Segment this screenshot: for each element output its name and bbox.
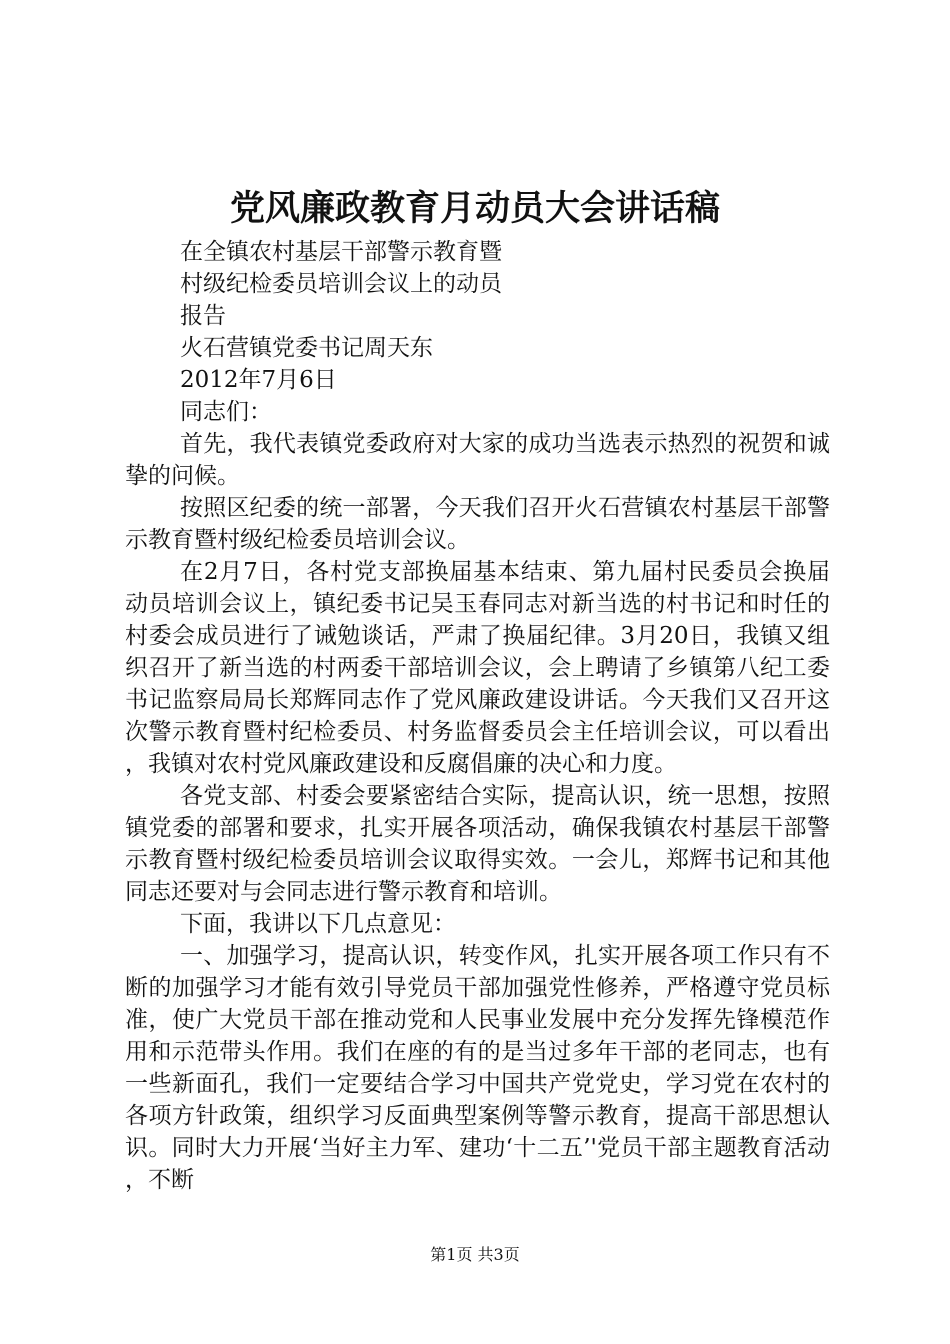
heading-line-3: 报告 xyxy=(180,303,226,329)
paragraph-1: 首先，我代表镇党委政府对大家的成功当选表示热烈的祝贺和诚挚的问候。 xyxy=(125,431,830,489)
heading-line-2: 村级纪检委员培训会议上的动员 xyxy=(180,271,502,297)
paragraph-4: 各党支部、村委会要紧密结合实际，提高认识，统一思想，按照镇党委的部署和要求，扎实开展各项活动，确保我镇农村基层干部警示教育暨村级纪检委员培训会议取得实效。一会儿，郑辉书记和其他同志还要对与会同志进行警示教育和培训。 xyxy=(125,783,830,905)
page-footer: 第1页 共3页 xyxy=(430,1245,520,1264)
date-line: 2012年7月6日 xyxy=(180,367,337,393)
paragraph-5: 下面，我讲以下几点意见： xyxy=(180,911,456,937)
salutation: 同志们： xyxy=(180,399,272,425)
speaker-line: 火石营镇党委书记周天东 xyxy=(180,335,433,361)
document-title: 党风廉政教育月动员大会讲话稿 xyxy=(229,188,720,229)
heading-line-1: 在全镇农村基层干部警示教育暨 xyxy=(180,239,502,265)
document-body xyxy=(125,236,830,1196)
paragraph-3: 在2月7日，各村党支部换届基本结束、第九届村民委员会换届动员培训会议上，镇纪委书记吴玉春同志对新当选的村书记和时任的村委会成员进行了诫勉谈话，严肃了换届纪律。3月20日，我镇又组织召开了新当选的村两委干部培训会议，会上聘请了乡镇第八纪工委书记监察局局长郑辉同志作了党风廉政建设讲话。今天我们又召开这次警示教育暨村纪检委员、村务监督委员会主任培训会议，可以看出，我镇对农村党风廉政建设和反腐倡廉的决心和力度。 xyxy=(125,559,830,777)
paragraph-2: 按照区纪委的统一部署，今天我们召开火石营镇农村基层干部警示教育暨村级纪检委员培训会议。 xyxy=(125,495,830,553)
paragraph-6: 一、加强学习，提高认识，转变作风，扎实开展各项工作只有不断的加强学习才能有效引导党员干部加强党性修养，严格遵守党员标准，使广大党员干部在推动党和人民事业发展中充分发挥先锋模范作用和示范带头作用。我们在座的有的是当过多年干部的老同志，也有一些新面孔，我们一定要结合学习中国共产党党史，学习党在农村的各项方针政策，组织学习反面典型案例等警示教育，提高干部思想认识。同时大力开展‘当好主力军、建功‘十二五’'党员干部主题教育活动，不断 xyxy=(125,943,830,1193)
